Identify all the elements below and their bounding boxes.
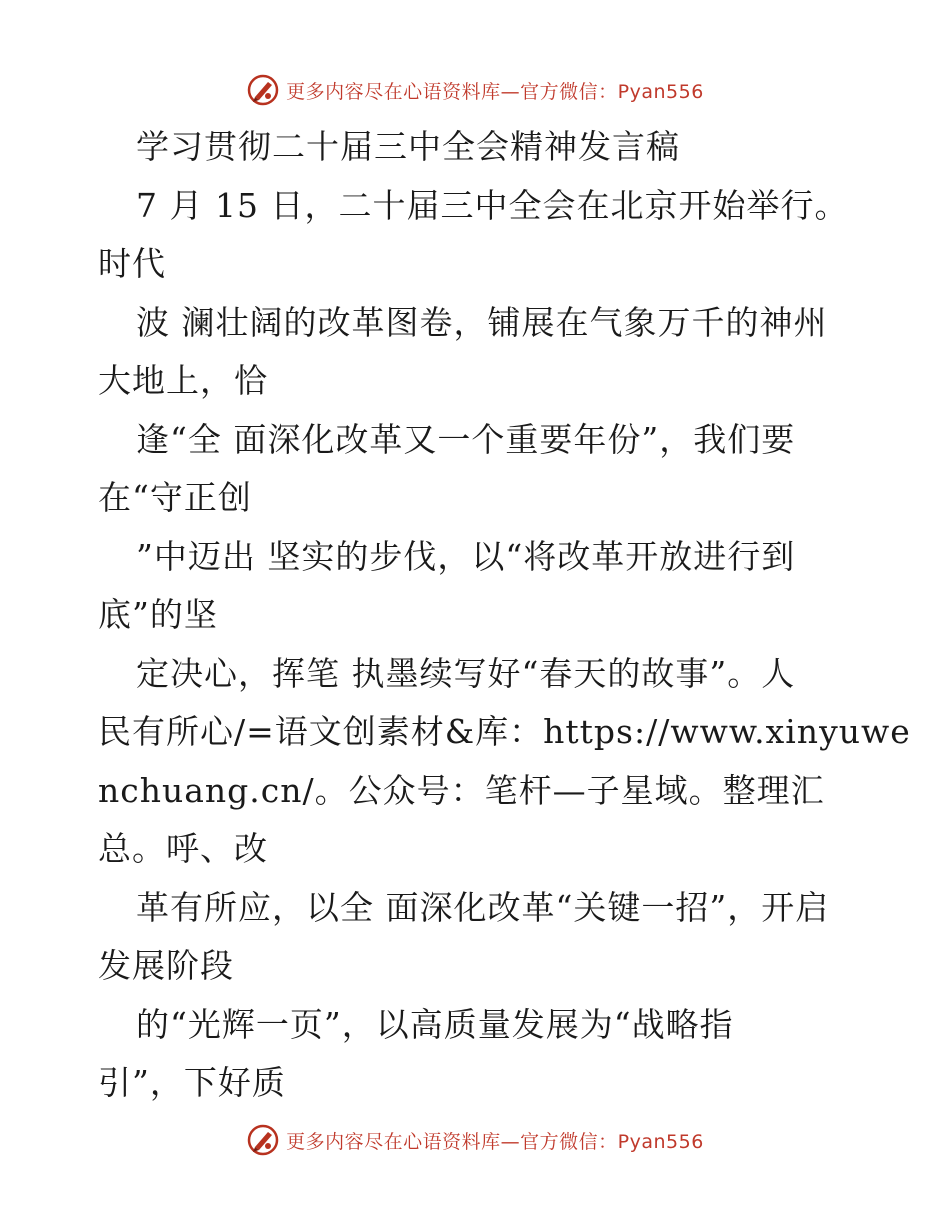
document-title: 学习贯彻二十届三中全会精神发言稿 xyxy=(136,127,680,166)
pen-seal-icon xyxy=(246,1123,280,1157)
text-line: 定决心，挥笔 执墨续写好“春天的故事”。人 xyxy=(136,653,796,693)
text-line: 民有所心/=语文创素材&库：https://www.xinyuwe xyxy=(98,712,911,751)
text-line: 革有所应，以全 面深化改革“关键一招”，开启 xyxy=(136,887,830,927)
text-line: 7 月 15 日，二十届三中全会在北京开始举行。 xyxy=(136,185,849,225)
footer-banner[interactable] xyxy=(0,1120,950,1160)
text-line: 时代 xyxy=(98,244,166,283)
text-line: 波 澜壮阔的改革图卷，铺展在气象万千的神州 xyxy=(136,302,828,342)
footer-banner-text: 更多内容尽在心语资料库—官方微信：Pyan556 xyxy=(286,1130,704,1153)
document-body xyxy=(98,118,911,1113)
text-line: nchuang.cn/。公众号：笔杆—子星域。整理汇 xyxy=(98,770,825,810)
text-line: 逢“全 面深化改革又一个重要年份”，我们要 xyxy=(136,419,796,459)
text-line: 底”的坚 xyxy=(98,595,218,634)
text-line: 发展阶段 xyxy=(98,946,234,985)
text-line: 在“守正创 xyxy=(98,478,252,517)
header-banner-text: 更多内容尽在心语资料库—官方微信：Pyan556 xyxy=(286,80,704,103)
text-line: 的“光辉一页”，以高质量发展为“战略指 xyxy=(136,1004,734,1044)
text-line: 大地上，恰 xyxy=(98,361,268,400)
text-line: 引”，下好质 xyxy=(98,1063,286,1102)
text-line: 总。呼、改 xyxy=(98,829,268,868)
header-banner[interactable] xyxy=(0,70,950,110)
text-line: ”中迈出 坚实的步伐，以“将改革开放进行到 xyxy=(136,536,796,576)
pen-seal-icon xyxy=(246,73,280,107)
